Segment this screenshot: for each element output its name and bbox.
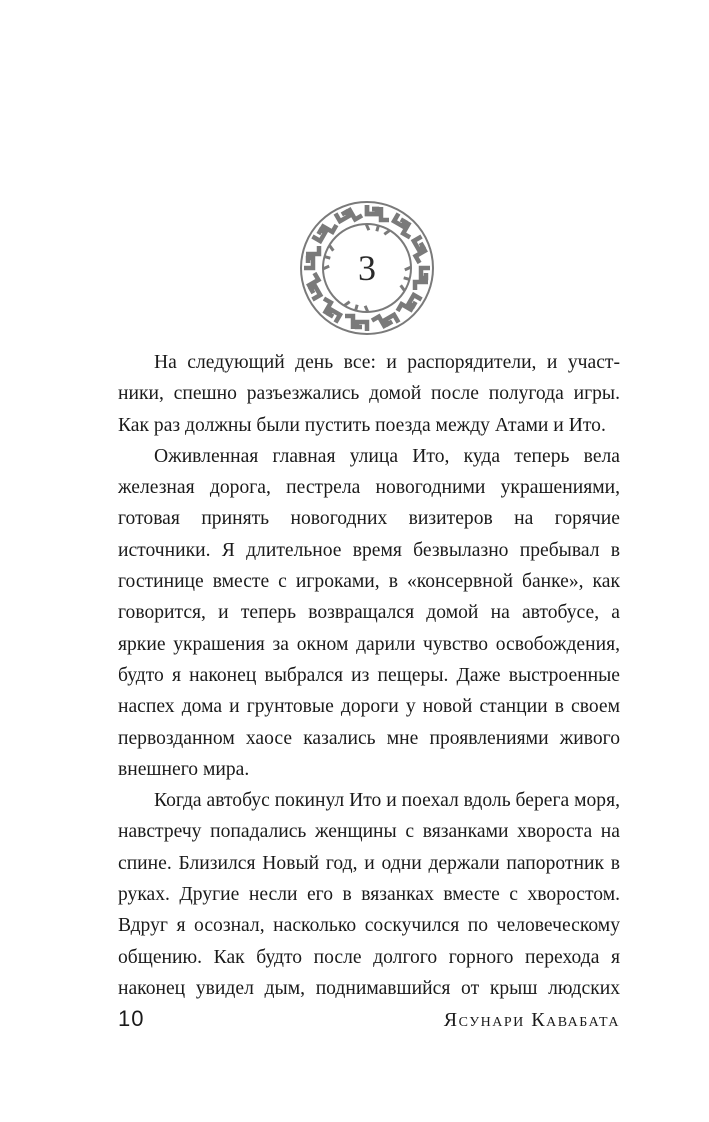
page-number: 10 bbox=[118, 1006, 145, 1031]
paragraph-3: Когда автобус покинул Ито и поехал вдоль берега моря, навстречу попадались женщины с вязанками хвороста на спине. Близился Новый год, и одни держали папоротник в руках. Другие несли его в вязанках вместе с хворостом. Вдруг я осознал, насколько соскучился по человеческому общению. Как будто после долгого горного перехода я наконец увидел дым, поднимавшийся от крыш людских bbox=[118, 790, 620, 999]
paragraph-2: Оживленная главная улица Ито, куда теперь вела железная дорога, пестрела новогодними украшениями, готовая принять новогодних визитеров на горячие источники. Я длительное время безвылазно пребывал в гостинице вместе с игроками, в «консервной банке», как говорится, и теперь возвращался домой на автобусе, а яркие украшения за окном дарили чувство освобождения, будто я наконец выбрался из пещеры. Даже выстроенные наспех дома и грунтовые дороги у новой станции в своем первозданном хаосе казались мне проявлениями живого внешнего мира. bbox=[118, 445, 620, 780]
running-footer-author: Ясунари Кавабата bbox=[443, 1009, 620, 1031]
paragraph-1: На следующий день все: и распорядители, и участники, спешно разъезжались домой после полугода игры. Как раз должны были пустить поезда между Атами и Ито. bbox=[118, 352, 620, 436]
chapter-number: 3 bbox=[358, 248, 376, 288]
body-text bbox=[118, 347, 620, 1004]
